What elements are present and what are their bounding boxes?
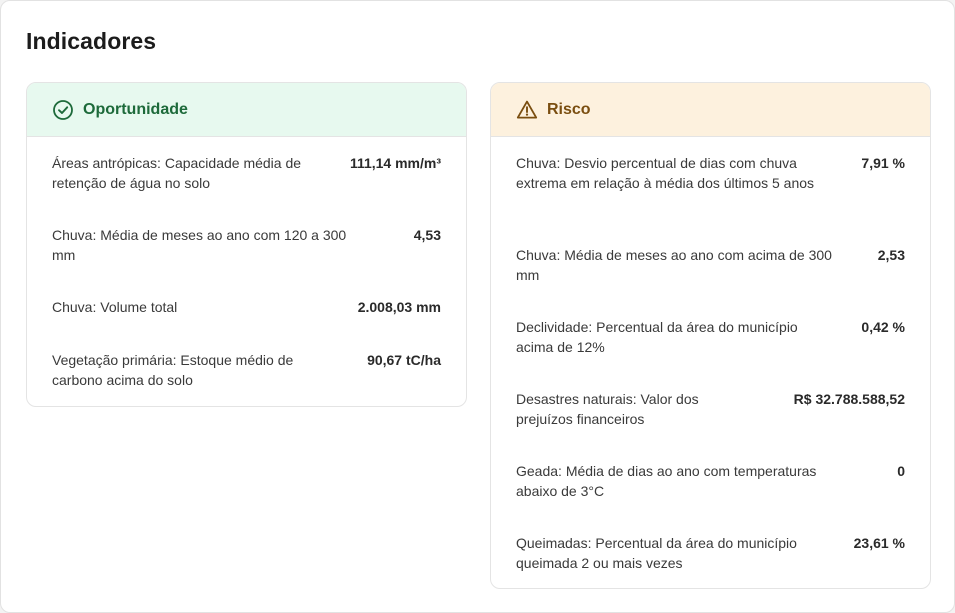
- indicator-label: Áreas antrópicas: Capacidade média de retenção de água no solo: [52, 155, 302, 191]
- page-title: Indicadores: [26, 28, 157, 54]
- check-circle-icon: [52, 99, 74, 121]
- indicator-row: [516, 153, 905, 193]
- indicator-value: 90,67 tC/ha: [367, 352, 441, 368]
- indicator-value: 2.008,03 mm: [357, 299, 441, 315]
- indicator-label: Geada: Média de dias ao ano com temperaturas abaixo de 3°C: [516, 463, 817, 499]
- indicator-value: R$ 32.788.588,52: [793, 391, 905, 407]
- risk-title: Risco: [547, 100, 591, 118]
- indicator-row: [52, 153, 441, 193]
- opportunity-card: [26, 82, 467, 407]
- indicator-row: [516, 533, 905, 573]
- indicator-value: 0: [897, 463, 905, 479]
- indicator-row: [52, 350, 441, 390]
- indicator-value: 111,14 mm/m³: [349, 155, 441, 171]
- indicator-value: 2,53: [877, 247, 905, 263]
- indicator-label: Declividade: Percentual da área do município acima de 12%: [516, 319, 798, 355]
- indicator-row: [516, 317, 905, 357]
- opportunity-title: Oportunidade: [83, 100, 188, 118]
- indicator-row: [516, 245, 905, 285]
- indicator-label: Vegetação primária: Estoque médio de carbono acima do solo: [52, 352, 294, 388]
- opportunity-header: [27, 83, 466, 137]
- indicator-value: 23,61 %: [853, 535, 905, 551]
- indicator-label: Queimadas: Percentual da área do município queimada 2 ou mais vezes: [516, 535, 797, 571]
- indicator-value: 7,91 %: [861, 155, 905, 171]
- risk-card: [490, 82, 931, 589]
- indicator-label: Chuva: Desvio percentual de dias com chuva extrema em relação à média dos últimos 5 anos: [516, 155, 815, 191]
- indicator-value: 4,53: [413, 227, 441, 243]
- indicator-row: [52, 225, 441, 265]
- indicator-row: [516, 389, 905, 429]
- risk-header: [491, 83, 930, 137]
- indicator-row: [52, 297, 441, 317]
- indicator-row: [516, 461, 905, 501]
- indicator-label: Chuva: Média de meses ao ano com acima de 300 mm: [516, 247, 832, 283]
- indicator-label: Desastres naturais: Valor dos prejuízos financeiros: [516, 391, 699, 427]
- warning-triangle-icon: [516, 99, 538, 121]
- indicator-value: 0,42 %: [861, 319, 905, 335]
- indicator-label: Chuva: Volume total: [52, 299, 178, 315]
- indicator-label: Chuva: Média de meses ao ano com 120 a 300 mm: [52, 227, 347, 263]
